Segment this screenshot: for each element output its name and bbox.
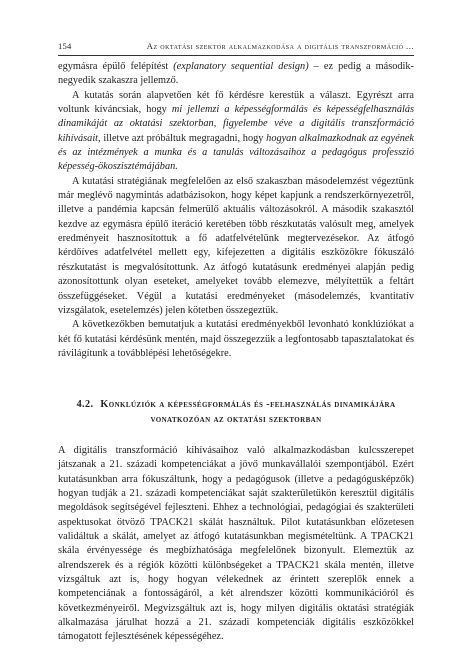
italic-text: hogyan alkalmazkodnak az egyének és az intézmények a munka és a tanulás változásaihoz a pedagógus professzió képesség-ökoszisztémájában. xyxy=(58,132,414,173)
paragraph xyxy=(58,318,414,361)
paragraph xyxy=(58,175,414,318)
section-number: 4.2. xyxy=(76,399,94,411)
body-text xyxy=(58,60,414,645)
intro-paragraphs xyxy=(58,60,414,361)
paragraph xyxy=(58,60,414,89)
section-title: Konklúziók a képességformálás és -felhasználás dinamikájára vonatkozóan az oktatási szektorban xyxy=(100,399,396,425)
running-header xyxy=(58,41,414,51)
section-heading xyxy=(58,398,414,427)
text-run: egymásra épülő felépítést xyxy=(58,61,174,72)
paragraph xyxy=(58,89,414,175)
text-run: A következőkben bemutatjuk a kutatási eredményekből levonható konklúziókat a két fő kutatási kérdésünk mentén, majd összegezzük a legfontosabb tapasztalatokat és rávilágítunk a továbblépési lehetőségekre. xyxy=(58,319,414,359)
section-paragraphs xyxy=(58,444,414,645)
paragraph xyxy=(58,444,414,645)
text-run: illetve azt próbáltuk megragadni, hogy xyxy=(100,132,267,144)
text-run: A kutatás során alapvetően két fő kérdésre kerestük a választ. Egyrészt arra voltunk kíváncsiak, hogy xyxy=(58,89,414,116)
running-title: Az oktatási szektor alkalmazkodása a digitális transzformáció ... xyxy=(146,41,414,51)
header-rule xyxy=(58,55,414,56)
italic-text: (explanatory sequential design) xyxy=(173,61,309,72)
text-run: A kutatási stratégiának megfelelően az első szakaszban másodelemzést végeztünk már meglévő nagymintás adatbázisokon, hogy képet kapjunk a rendszerkörnyezetről, illetve a pandémia kapcsán felmerülő aktuális változásokról. A második szakasztól kezdve az egymásra épülő iteráció keretében több részkutatás valósult meg, amelyek eredményeit hasznosítottuk a fő adatfelvételünk megtervezésekor. Az átfogó kérdőíves adatfelvétel mellett egy, kifejezetten a digitális eszközökre fókuszáló részkutatást is megvalósítottunk. Az átfogó kutatásunk eredményei alapján pedig azonosítottunk olyan eseteket, amelyeket tovább elemezve, mélyítettük a feltárt összefüggéseket. Végül a kutatási eredményeket (másodelemzés, kvantitatív vizsgálatok, esetelemzés) jelen kötetben összegeztük. xyxy=(58,175,414,316)
italic-text: mi jellemzi a képességformálás és képességfelhasználás dinamikáját az oktatási szektorban, figyelembe véve a digitális transzformáció kihívásait, xyxy=(58,104,415,144)
text-run: – ez pedig a második-negyedik szakaszra jellemző. xyxy=(58,61,414,87)
text-run: A digitális transzformáció kihívásaihoz való alkalmazkodásban kulcsszerepet játszanak a 21. századi kompetenciákat a jövő munkavállalói szempontjából. Ezért kutatásunkban arra fókuszáltunk, hogy a pedagógusok (illetve a pedagógusképzők) hogyan tudják a 21. századi kompetenciákat saját szakterületükön keresztül digitális megoldások segítségével fejleszteni. Ehhez a technológiai, pedagógiai és szakterületi aspektusokat ötvöző TPACK21 skálát használtuk. Pilot kutatásunkban előzetesen validáltuk a skálát, amelyet az átfogó kutatásunkban megismételtünk. A TPACK21 skála érvényessége és megbízhatósága megfelelőnek bizonyult. Elemeztük az alrendszerek és a régiók közötti különbségeket a TPACK21 skála mentén, illetve vizsgáltuk azt is, hogy hogyan vélekednek az érintett szereplők ennek a kompetenciának a fontosságáról, a két alrendszer közötti kommunikációról és következményeiről. Megvizsgáltuk azt is, hogy milyen digitális oktatási stratégiák alkalmazása járulhat hozzá a 21. századi kompetenciák digitális eszközökkel támogatott fejlesztésének képességéhez. xyxy=(58,444,414,643)
page-number: 154 xyxy=(58,41,72,51)
